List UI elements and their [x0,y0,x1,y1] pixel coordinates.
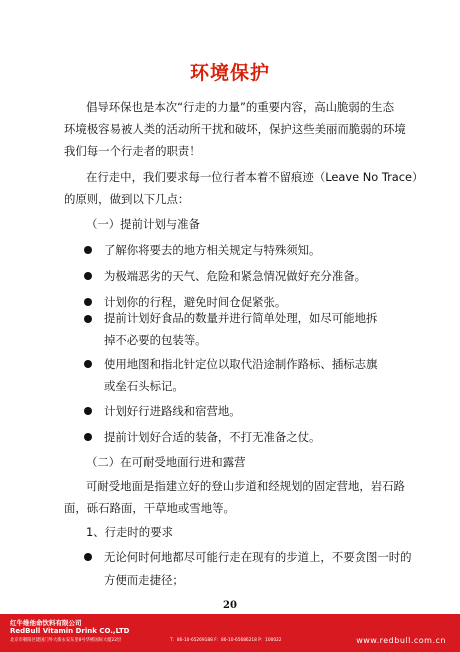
footer-company-en: RedBull Vitamin Drink CO.,LTD [10,627,130,635]
lnt-paragraph-line: 的原则，做到以下几点： [64,192,190,206]
sub-heading: 1、行走时的要求 [86,525,173,539]
intro-paragraph-line: 倡导环保也是本次“行走的力量”的重要内容，高山脆弱的生态 [86,100,394,114]
footer-company-cn: 红牛维他命饮料有限公司 [10,619,82,627]
bullet-icon [84,360,92,368]
list-item: 无论何时何地都尽可能行走在现有的步道上，不要贪图一时的 [104,550,412,564]
list-item-continuation: 掉不必要的包装等。 [104,333,207,347]
section-heading: （一）提前计划与准备 [86,217,200,231]
intro-paragraph-line: 我们每一个行走者的职责！ [64,144,201,158]
list-item: 使用地图和指北针定位以取代沿途制作路标、插标志旗 [104,357,378,371]
bullet-icon [84,246,92,254]
list-item: 为极端恶劣的天气、危险和紧急情况做好充分准备。 [104,269,366,283]
page-title: 环境保护 [189,62,270,84]
bullet-icon [84,433,92,441]
list-item: 提前计划好合适的装备，不打无准备之仗。 [104,430,321,444]
section-heading: （二）在可耐受地面行进和露营 [86,455,246,469]
intro-paragraph-line: 环境极容易被人类的活动所干扰和破坏，保护这些美丽而脆弱的环境 [64,122,406,136]
list-item: 了解你将要去的地方相关规定与特殊须知。 [104,243,321,257]
footer-address: 北京市朝阳区建国门外大街永安东里8号华彬国际大厦22层 [10,638,122,643]
lnt-paragraph-line: 在行走中，我们要求每一位行者本着不留痕迹（Leave No Trace） [86,170,424,184]
footer-phone: T：86-10-65269188 F：86-10-65686218 P：100022 [170,638,282,643]
bullet-icon [84,272,92,280]
page-number: 20 [223,600,237,611]
bullet-icon [84,407,92,415]
list-item: 计划你的行程，避免时间仓促紧张。 [104,295,287,309]
footer-bar [0,614,460,652]
footer-website: www.redbull.com.cn [356,636,446,645]
bullet-icon [84,553,92,561]
list-item-continuation: 或垒石头标记。 [104,379,184,393]
bullet-icon [84,315,92,323]
section-paragraph-line: 可耐受地面是指建立好的登山步道和经规划的固定营地，岩石路 [86,479,405,493]
list-item: 提前计划好食品的数量并进行简单处理，如尽可能地拆 [104,311,378,325]
list-item: 计划好行进路线和宿营地。 [104,404,241,418]
bullet-icon [84,298,92,306]
section-paragraph-line: 面，砾石路面，干草地或雪地等。 [64,501,235,515]
list-item-continuation: 方便而走捷径； [104,573,184,587]
